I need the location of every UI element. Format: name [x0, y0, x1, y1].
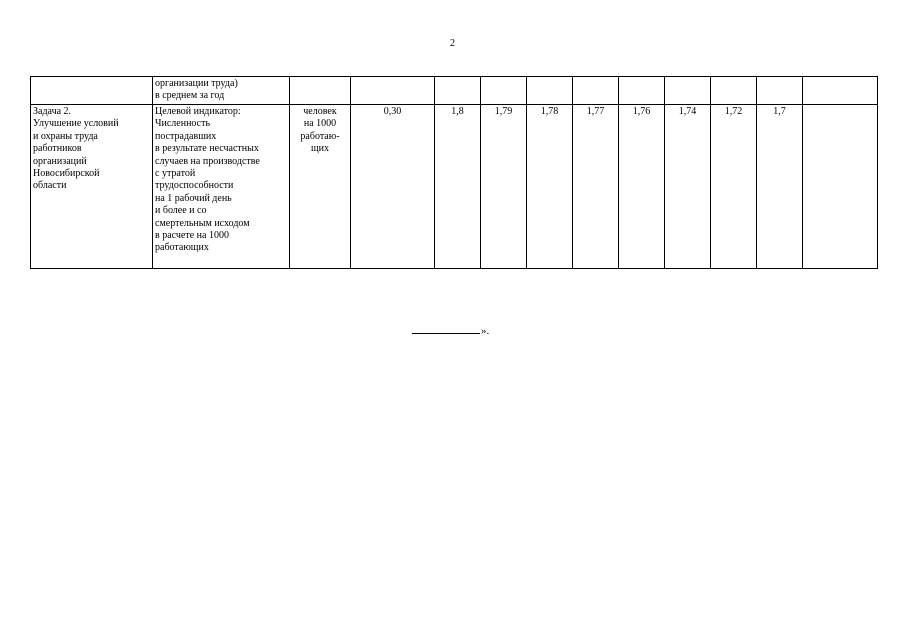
- value-cell: 1,72: [711, 105, 757, 269]
- task-cell: [31, 77, 153, 105]
- indicators-table: [30, 76, 878, 269]
- value-cell: [435, 77, 481, 105]
- unit-cell: [290, 77, 351, 105]
- value-cell: 1,78: [527, 105, 573, 269]
- blank-underline: [412, 323, 480, 334]
- closing-mark: [412, 323, 489, 338]
- value-cell: [803, 77, 878, 105]
- indicator-cell: организации труда) в среднем за год: [153, 77, 290, 105]
- value-cell: 1,76: [619, 105, 665, 269]
- value-cell: [803, 105, 878, 269]
- value-cell: 0,30: [351, 105, 435, 269]
- value-cell: [619, 77, 665, 105]
- value-cell: [573, 77, 619, 105]
- table-row-continuation: [31, 77, 878, 105]
- value-cell: 1,77: [573, 105, 619, 269]
- table-row-task-2: [31, 105, 878, 269]
- closing-quote: ».: [481, 325, 490, 337]
- unit-cell: человек на 1000 работаю- щих: [290, 105, 351, 269]
- value-cell: 1,79: [481, 105, 527, 269]
- value-cell: 1,8: [435, 105, 481, 269]
- value-cell: 1,74: [665, 105, 711, 269]
- value-cell: [665, 77, 711, 105]
- indicator-cell: Целевой индикатор: Численность пострадавших в результате несчастных случаев на производстве с утратой трудоспособности на 1 рабочий день и более и со смертельным исходом в расчете на 1000 работающих: [153, 105, 290, 269]
- page-number: 2: [450, 38, 455, 49]
- value-cell: [757, 77, 803, 105]
- value-cell: 1,7: [757, 105, 803, 269]
- value-cell: [711, 77, 757, 105]
- value-cell: [351, 77, 435, 105]
- value-cell: [527, 77, 573, 105]
- task-cell: Задача 2. Улучшение условий и охраны труда работников организаций Новосибирской области: [31, 105, 153, 269]
- value-cell: [481, 77, 527, 105]
